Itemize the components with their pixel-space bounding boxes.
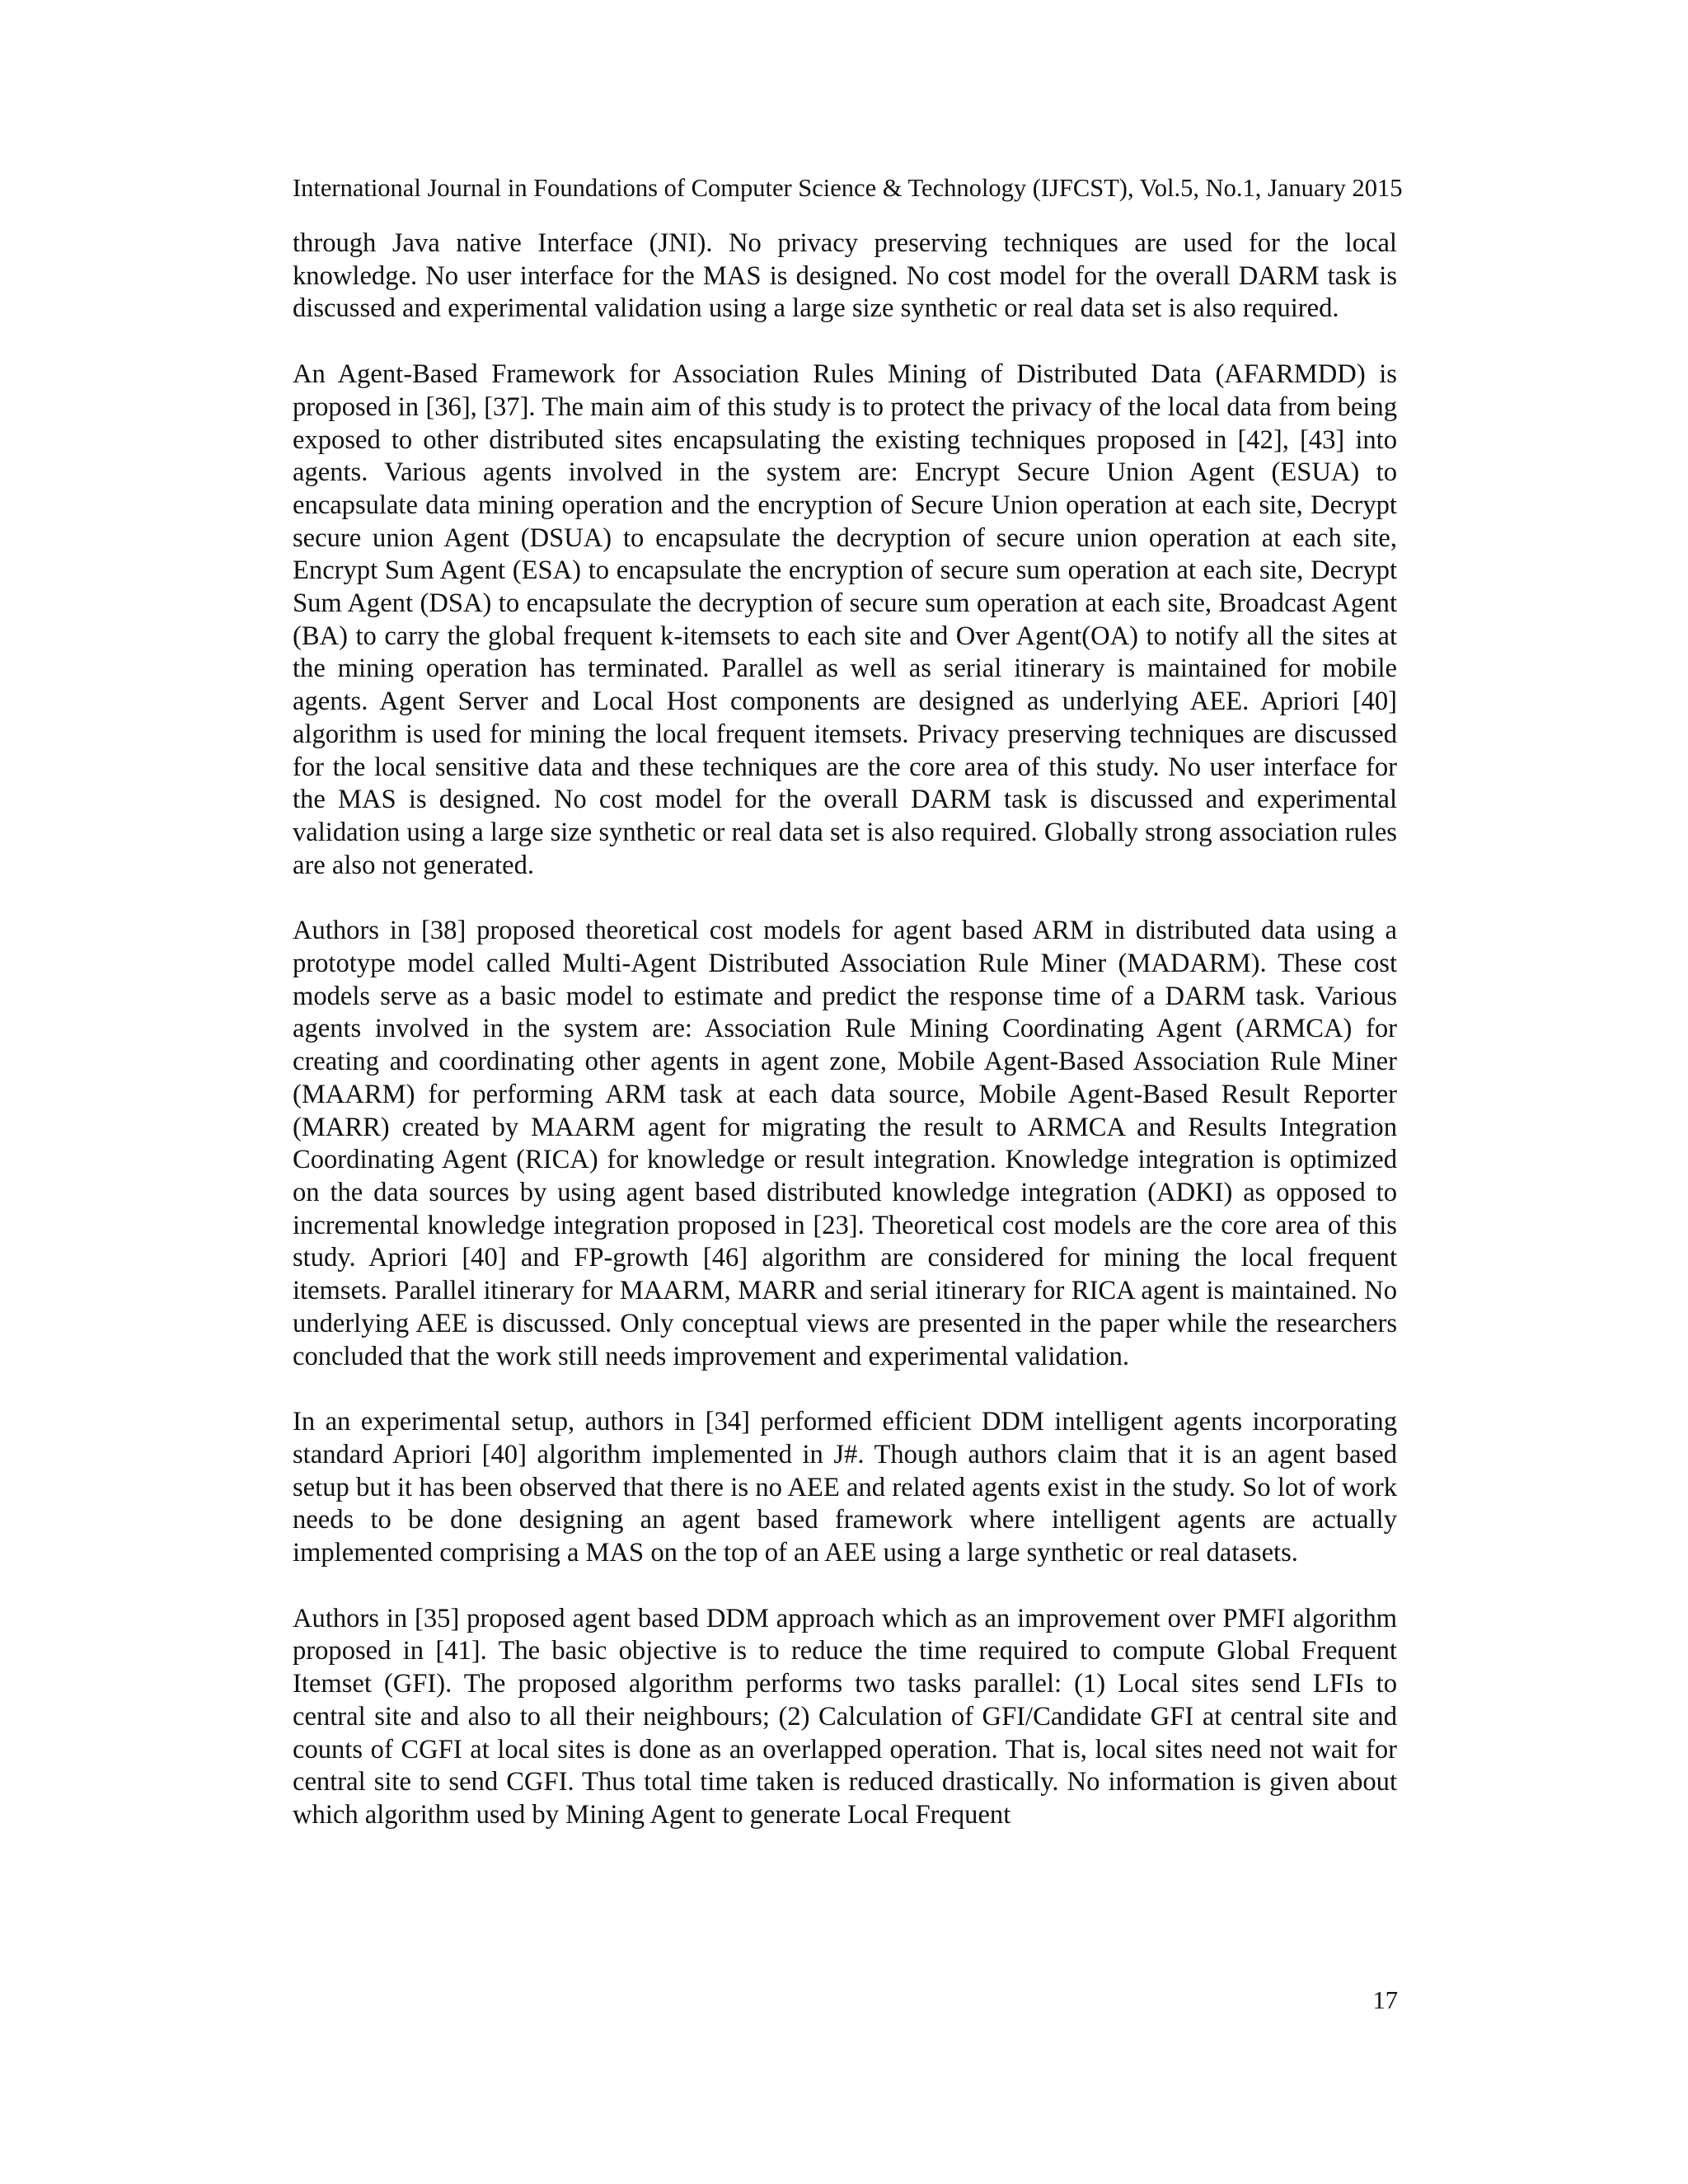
paragraph-afarmdd: An Agent-Based Framework for Association Rules Mining of Distributed Data (AFARMDD) is proposed in [36], [37]. The main aim of this study is to protect the privacy of the local data from being exposed to other distributed sites encapsulating the existing techniques proposed in [42], [43] into agents. Various agents involved in the system are: Encrypt Secure Union Agent (ESUA) to encapsulate data mining operation and the encryption of Secure Union operation at each site, Decrypt secure union Agent (DSUA) to encapsulate the decryption of secure union operation at each site, Encrypt Sum Agent (ESA) to encapsulate the encryption of secure sum operation at each site, Decrypt Sum Agent (DSA) to encapsulate the decryption of secure sum operation at each site, Broadcast Agent (BA) to carry the global frequent k-itemsets to each site and Over Agent(OA) to notify all the sites at the mining operation has terminated. Parallel as well as serial itinerary is maintained for mobile agents. Agent Server and Local Host components are designed as underlying AEE. Apriori [40] algorithm is used for mining the local frequent itemsets. Privacy preserving techniques are discussed for the local sensitive data and these techniques are the core area of this study. No user interface for the MAS is designed. No cost model for the overall DARM task is discussed and experimental validation using a large size synthetic or real data set is also required. Globally strong association rules are also not generated. bbox=[293, 359, 1397, 880]
paragraph-ddm-intelligent-agents: In an experimental setup, authors in [34] performed efficient DDM intelligent agents incorporating standard Apriori [40] algorithm implemented in J#. Though authors claim that it is an agent based setup but it has been observed that there is no AEE and related agents exist in the study. So lot of work needs to be done designing an agent based framework where intelligent agents are actually implemented comprising a MAS on the top of an AEE using a large synthetic or real datasets. bbox=[293, 1407, 1397, 1568]
paragraph-pmfi-improvement: Authors in [35] proposed agent based DDM approach which as an improvement over PMFI algorithm proposed in [41]. The basic objective is to reduce the time required to compute Global Frequent Itemset (GFI). The proposed algorithm performs two tasks parallel: (1) Local sites send LFIs to central site and also to all their neighbours; (2) Calculation of GFI/Candidate GFI at central site and counts of CGFI at local sites is done as an overlapped operation. That is, local sites need not wait for central site to send CGFI. Thus total time taken is reduced drastically. No information is given about which algorithm used by Mining Agent to generate Local Frequent bbox=[293, 1603, 1397, 1830]
page-number: 17 bbox=[1372, 1986, 1398, 2014]
running-header: International Journal in Foundations of Computer Science & Technology (IJFCST), Vol.5, No.1, January 2015 bbox=[293, 174, 1403, 202]
body-text bbox=[293, 227, 1397, 1865]
paragraph-jni-continuation: through Java native Interface (JNI). No privacy preserving techniques are used for the local knowledge. No user interface for the MAS is designed. No cost model for the overall DARM task is discussed and experimental validation using a large size synthetic or real data set is also required. bbox=[293, 228, 1397, 324]
paragraph-madarm: Authors in [38] proposed theoretical cost models for agent based ARM in distributed data using a prototype model called Multi-Agent Distributed Association Rule Miner (MADARM). These cost models serve as a basic model to estimate and predict the response time of a DARM task. Various agents involved in the system are: Association Rule Mining Coordinating Agent (ARMCA) for creating and coordinating other agents in agent zone, Mobile Agent-Based Association Rule Miner (MAARM) for performing ARM task at each data source, Mobile Agent-Based Result Reporter (MARR) created by MAARM agent for migrating the result to ARMCA and Results Integration Coordinating Agent (RICA) for knowledge or result integration. Knowledge integration is optimized on the data sources by using agent based distributed knowledge integration (ADKI) as opposed to incremental knowledge integration proposed in [23]. Theoretical cost models are the core area of this study. Apriori [40] and FP-growth [46] algorithm are considered for mining the local frequent itemsets. Parallel itinerary for MAARM, MARR and serial itinerary for RICA agent is maintained. No underlying AEE is discussed. Only conceptual views are presented in the paper while the researchers concluded that the work still needs improvement and experimental validation. bbox=[293, 916, 1397, 1371]
